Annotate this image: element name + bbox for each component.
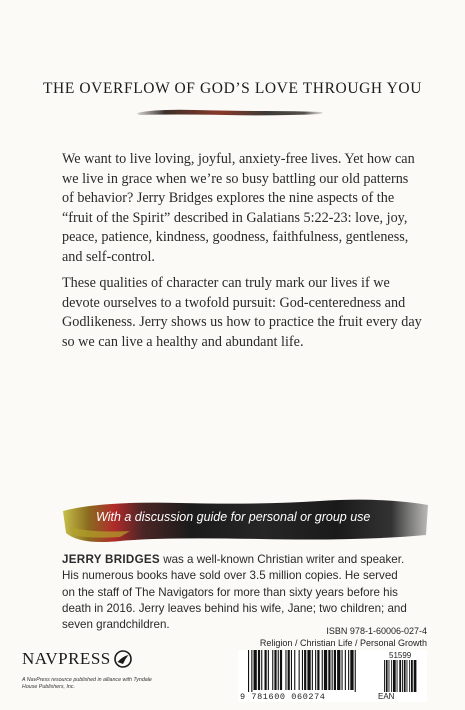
author-bio-text: was a well-known Christian writer and speaker. His numerous books have sold over 3.5 million copies. He served on the staff of The Navigators for more than sixty years before his death in 2016. Jerry leaves behind his wife, Jane; two children; and seven grandchildren. [62,553,407,632]
navpress-logo [22,649,132,669]
barcode-addon-bar [397,660,398,692]
barcode-bar [328,650,330,690]
barcode-addon-bar [384,660,385,692]
barcode-bar [265,650,267,690]
barcode-bar [337,650,340,690]
barcode-addon-number: 51599 [389,651,412,660]
barcode-bar [334,650,336,690]
barcode-bar [261,650,262,690]
barcode-bar [307,650,310,690]
barcode-bar [302,650,303,690]
barcode-bar [254,650,257,690]
barcode-bar [312,650,313,690]
barcode-bar [258,650,260,690]
barcode-addon-bar [414,660,417,692]
barcode-digits: 9 781600 060274 [240,692,326,702]
barcode-bar [280,650,282,690]
isbn-text: ISBN 978-1-60006-027-4 [326,626,427,636]
barcode-bar [322,650,323,690]
barcode-ean-label: EAN [378,692,395,701]
barcode-bar [278,650,279,690]
publisher-name: NAVPRESS [22,649,111,668]
barcode-addon-bar [393,660,396,692]
navpress-emblem-icon [114,650,132,668]
barcode-bar [345,650,346,690]
barcode-bar [285,650,286,690]
imprint-note: A NavPress resource published in alliance with Tyndale House Publishers, Inc. [22,677,152,690]
description-paragraph-2: These qualities of character can truly mark our lives if we devote ourselves to a twofold pursuit: God-centeredness and Godlikeness. Jerry shows us how to practice the fruit every day so we can live a healthy and abundant life. [62,275,422,350]
barcode [238,650,427,702]
barcode-addon-bar [407,660,408,692]
barcode-addon-bar [391,660,392,692]
barcode-bar [248,650,249,692]
barcode-bar [317,650,319,690]
barcode-bar [350,650,353,690]
author-name: JERRY BRIDGES [62,553,160,566]
barcode-bar [299,650,300,690]
barcode-addon-bar [409,660,410,692]
barcode-bar [342,650,343,690]
barcode-bar [288,650,290,690]
barcode-addon-bar [402,660,403,692]
discussion-guide-banner-text: With a discussion guide for personal or group use [96,510,371,524]
back-cover-headline: THE OVERFLOW OF GOD’S LOVE THROUGH YOU [42,80,422,97]
barcode-bar [268,650,269,690]
barcode-addon-bar [389,660,390,692]
barcode-bar [332,650,333,690]
barcode-bar [304,650,306,690]
brushstroke-divider [135,106,325,118]
barcode-addon-bar [399,660,401,692]
barcode-bar [251,650,252,692]
barcode-bar [348,650,349,690]
barcode-bar [324,650,327,690]
barcode-addon-bar [411,660,413,692]
barcode-addon-bar [386,660,388,692]
barcode-addon-bar [404,660,406,692]
barcode-bar [272,650,273,690]
barcode-bar [355,650,356,692]
barcode-bar [315,650,316,690]
barcode-bar [274,650,276,690]
author-bio [62,552,412,633]
barcode-bar [294,650,295,690]
description-paragraph-1: We want to live loving, joyful, anxiety-free lives. Yet how can we live in grace when we’re so busy battling our old patterns of behavior? Jerry Bridges explores the nine aspects of the “fruit of the Spirit” described in Galatians 5:22-23: love, joy, peace, patience, kindness, goodness, faithfulness, gentleness, and self-control. [62,151,415,265]
subject-categories: Religion / Christian Life / Personal Growth [259,638,427,648]
barcode-bar [291,650,292,690]
